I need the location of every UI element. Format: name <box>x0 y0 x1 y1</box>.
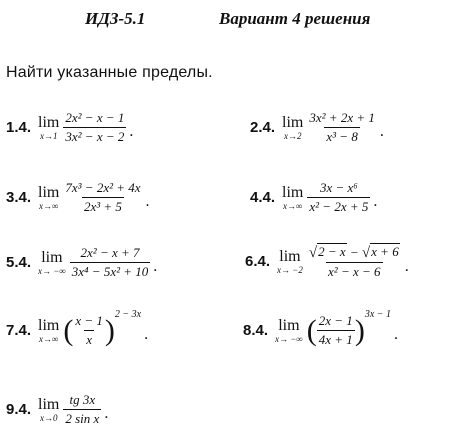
problem-number: 3.4. <box>6 189 32 206</box>
fraction <box>307 110 376 145</box>
problem-5-4 <box>6 245 157 280</box>
close-paren: ) <box>354 313 365 347</box>
limit-subscript: x→ −∞ <box>38 265 66 276</box>
task-statement: Найти указанные пределы. <box>6 64 213 81</box>
limit-operator <box>277 249 303 275</box>
problem-number: 2.4. <box>250 119 276 136</box>
lim-word: lim <box>278 316 300 334</box>
denominator: 2 sin x <box>65 411 100 426</box>
fraction <box>63 392 101 427</box>
limit-subscript: x→ −2 <box>277 264 303 275</box>
close-paren: ) <box>104 313 115 347</box>
denominator: x³ − 8 <box>326 129 358 144</box>
radicand: 2 − x <box>318 244 346 259</box>
lim-word: lim <box>38 316 60 334</box>
problem-number: 4.4. <box>250 189 276 206</box>
denominator: x² − 2x + 5 <box>309 199 369 214</box>
end-mark: . <box>104 405 109 422</box>
lim-word: lim <box>282 183 304 201</box>
end-mark: . <box>129 123 134 140</box>
fraction <box>70 245 151 280</box>
fraction <box>307 180 370 215</box>
limit-operator <box>38 397 59 423</box>
problem-number: 1.4. <box>6 119 32 136</box>
end-mark: . <box>373 193 378 210</box>
limit-operator <box>38 318 59 344</box>
exponent: 3x − 1 <box>364 309 391 320</box>
fraction <box>73 313 105 348</box>
problem-6-4 <box>245 243 409 280</box>
fraction <box>307 243 402 280</box>
minus-sign: − <box>346 245 362 260</box>
problem-9-4 <box>6 392 108 427</box>
header-variant: Вариант 4 решения <box>219 9 371 28</box>
limit-operator <box>282 115 303 141</box>
end-mark: . <box>379 123 384 140</box>
sqrt-term <box>309 243 347 260</box>
end-mark: . <box>394 326 398 343</box>
problem-7-4 <box>6 309 149 348</box>
numerator: tg 3x <box>69 392 96 407</box>
numerator: 2x² − x + 7 <box>80 245 140 260</box>
numerator: 7x³ − 2x² + 4x <box>65 180 141 195</box>
problem-8-4 <box>243 309 398 348</box>
limit-subscript: x→2 <box>283 130 302 141</box>
fraction <box>63 110 126 145</box>
open-paren: ( <box>306 313 317 347</box>
limit-operator <box>38 185 59 211</box>
sqrt-term <box>362 243 400 260</box>
problem-number: 8.4. <box>243 322 269 339</box>
limit-operator <box>282 185 303 211</box>
radical-sign: √ <box>361 245 371 261</box>
denominator: x² − x − 6 <box>328 264 381 279</box>
denominator: 3x⁴ − 5x² + 10 <box>71 264 149 279</box>
limit-subscript: x→∞ <box>38 200 59 211</box>
limit-operator <box>38 115 59 141</box>
limit-operator <box>38 250 66 276</box>
limit-subscript: x→∞ <box>38 333 59 344</box>
lim-word: lim <box>38 395 60 413</box>
end-mark: . <box>404 258 409 275</box>
numerator: x − 1 <box>75 313 103 328</box>
limit-subscript: x→∞ <box>282 200 303 211</box>
fraction <box>317 313 355 348</box>
problem-4-4 <box>250 180 377 215</box>
problem-2-4 <box>250 110 384 145</box>
denominator: x <box>86 332 93 347</box>
problem-number: 9.4. <box>6 401 32 418</box>
numerator: 3x − x⁶ <box>319 180 358 195</box>
lim-word: lim <box>38 113 60 131</box>
limit-subscript: x→ −∞ <box>275 333 303 344</box>
denominator: 2x³ + 5 <box>83 199 122 214</box>
end-mark: . <box>144 326 149 343</box>
lim-word: lim <box>282 113 304 131</box>
denominator: 4x + 1 <box>318 332 353 347</box>
numerator: 2x² − x − 1 <box>65 110 125 125</box>
end-mark: . <box>153 258 158 275</box>
lim-word: lim <box>279 247 301 265</box>
fraction <box>63 180 142 215</box>
problem-1-4 <box>6 110 133 145</box>
lim-word: lim <box>38 183 60 201</box>
numerator: 3x² + 2x + 1 <box>309 110 375 125</box>
limit-subscript: x→0 <box>39 412 58 423</box>
limit-operator <box>275 318 303 344</box>
end-mark: . <box>145 193 150 210</box>
problem-number: 5.4. <box>6 254 32 271</box>
denominator: 3x² − x − 2 <box>65 129 125 144</box>
numerator <box>307 243 402 262</box>
open-paren: ( <box>63 313 74 347</box>
problem-number: 7.4. <box>6 322 32 339</box>
lim-word: lim <box>41 248 63 266</box>
header-title: ИДЗ-5.1 <box>85 9 146 28</box>
problem-3-4 <box>6 180 150 215</box>
numerator: 2x − 1 <box>318 313 353 328</box>
radicand: x + 6 <box>371 244 399 259</box>
limit-subscript: x→1 <box>39 130 58 141</box>
problem-number: 6.4. <box>245 253 271 270</box>
radical-sign: √ <box>308 245 318 261</box>
exponent: 2 − 3x <box>114 309 142 320</box>
